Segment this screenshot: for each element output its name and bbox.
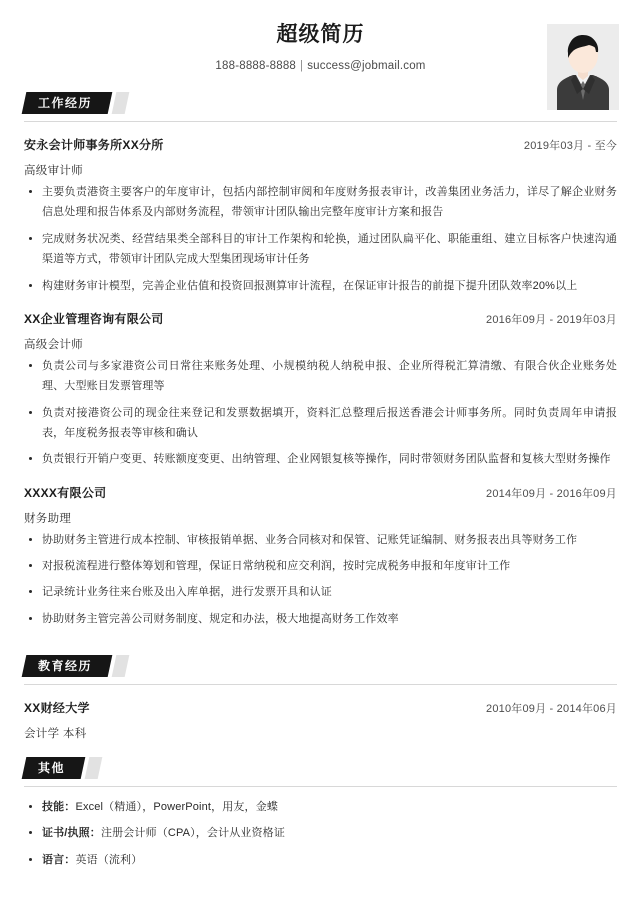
list-item: 负责公司与多家港资公司日常往来账务处理、小规模纳税人纳税申报、企业所得税汇算清缴、有限合伙企业账务处理、大型账目发票管理等 — [26, 356, 617, 403]
date-range: 2014年09月 - 2016年09月 — [486, 487, 617, 500]
list-item: 协助财务主管完善公司财务制度、规定和办法，极大地提高财务工作效率 — [26, 609, 617, 635]
list-item — [26, 850, 617, 876]
responsibility-list — [24, 182, 617, 302]
section-header-work — [24, 92, 617, 122]
role-title: 高级会计师 — [24, 338, 83, 351]
entry-header — [24, 132, 617, 153]
info-value: Excel（精通），PowerPoint，用友，金蝶 — [75, 800, 279, 813]
section-divider — [24, 786, 617, 787]
responsibility-list — [24, 530, 617, 635]
info-value: 英语（流利） — [75, 853, 143, 866]
banner-accent-tab — [112, 655, 130, 677]
section-title-banner — [22, 655, 113, 677]
date-range: 2019年03月 - 至今 — [523, 140, 617, 153]
section-title-text: 其他 — [38, 760, 66, 775]
email-text: success@jobmail.com — [307, 60, 426, 73]
info-list — [24, 797, 617, 876]
organization-name: XX企业管理咨询有限公司 — [24, 311, 164, 326]
date-range: 2016年09月 - 2019年03月 — [486, 313, 617, 326]
phone-text: 188-8888-8888 — [215, 60, 297, 73]
info-label: 证书/执照： — [42, 827, 101, 840]
section-header-other — [24, 757, 617, 787]
section-spacer — [0, 749, 641, 757]
organization-name: XXXX有限公司 — [24, 485, 107, 500]
section-title-text: 工作经历 — [38, 96, 93, 111]
entry — [24, 306, 617, 476]
section-title-banner — [22, 757, 86, 779]
role-title: 会计学 本科 — [24, 727, 87, 740]
list-item: 记录统计业务往来台账及出入库单据，进行发票开具和认证 — [26, 582, 617, 608]
contact-separator: | — [300, 60, 304, 73]
info-label: 技能： — [42, 800, 76, 813]
section-spacer — [0, 876, 641, 884]
list-item: 主要负责港资主要客户的年度审计，包括内部控制审阅和年度财务报表审计，改善集团业务活力，详尽了解企业财务信息处理和报告体系及内部财务流程，带领审计团队输出完整年度审计方案和报告 — [26, 182, 617, 229]
list-item: 负责对接港资公司的现金往来登记和发票数据填开，资料汇总整理后报送香港会计师事务所。同时负责周年申请报表，年度税务报表等审核和确认 — [26, 403, 617, 450]
section-spacer — [0, 639, 641, 655]
section-title-banner — [22, 92, 113, 114]
list-item — [26, 823, 617, 849]
info-label: 语言： — [42, 853, 76, 866]
list-item: 对报税流程进行整体筹划和管理，保证日常纳税和应交利润，按时完成税务申报和年度审计工作 — [26, 556, 617, 582]
role-title: 财务助理 — [24, 512, 72, 525]
entry-header — [24, 695, 617, 716]
responsibility-list — [24, 356, 617, 476]
entry — [24, 695, 617, 745]
role-title: 高级审计师 — [24, 165, 83, 178]
banner-accent-tab — [85, 757, 103, 779]
list-item: 协助财务主管进行成本控制、审核报销单据、业务合同核对和保管、记账凭证编制、财务报表出具等财务工作 — [26, 530, 617, 556]
contact-line — [0, 59, 641, 74]
info-value: 注册会计师（CPA），会计从业资格证 — [100, 827, 285, 840]
organization-name: XX财经大学 — [24, 700, 90, 715]
date-range: 2010年09月 - 2014年06月 — [486, 702, 617, 715]
organization-name: 安永会计师事务所XX分所 — [24, 138, 164, 153]
banner-accent-tab — [112, 92, 130, 114]
list-item: 完成财务状况类、经营结果类全部科目的审计工作架构和轮换，通过团队扁平化、职能重组、建立目标客户快速沟通渠道等方式，带领审计团队完成大型集团现场审计任务 — [26, 229, 617, 276]
section-other — [0, 757, 641, 876]
entry-header — [24, 480, 617, 501]
list-item — [26, 797, 617, 823]
section-divider — [24, 121, 617, 122]
page-title: 超级简历 — [276, 23, 365, 46]
section-work — [0, 92, 641, 635]
section-header-education — [24, 655, 617, 685]
list-item: 构建财务审计模型，完善企业估值和投资回报测算审计流程，在保证审计报告的前提下提升团队效率20%以上 — [26, 276, 617, 302]
section-divider — [24, 684, 617, 685]
entry-header — [24, 306, 617, 327]
entry — [24, 132, 617, 302]
resume-header — [0, 0, 641, 92]
section-education — [0, 655, 641, 745]
list-item: 负责银行开销户变更、转账额度变更、出纳管理、企业网银复核等操作，同时带领财务团队监督和复核大型财务操作 — [26, 449, 617, 475]
section-title-text: 教育经历 — [38, 658, 93, 673]
entry — [24, 480, 617, 635]
